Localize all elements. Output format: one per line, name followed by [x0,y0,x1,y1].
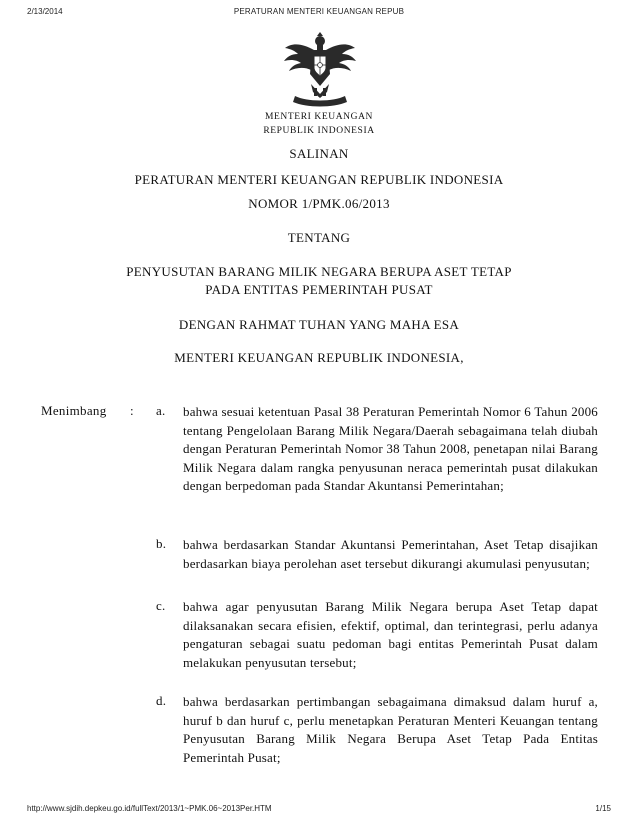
invocation: DENGAN RAHMAT TUHAN YANG MAHA ESA [178,317,460,332]
considering-label: Menimbang [41,403,107,418]
issuer: MENTERI KEUANGAN REPUBLIK INDONESIA, [174,350,464,365]
item-letter: a. [156,403,166,418]
item-letter: d. [156,693,167,708]
item-text: bahwa berdasarkan Standar Akuntansi Pemerintahan, Aset Tetap disajikan berdasarkan biaya perolehan aset tersebut dikurangi akumulasi penyusutan; [183,537,598,571]
considering-item-a [156,403,598,529]
regulation-number: NOMOR 1/PMK.06/2013 [248,196,390,211]
considering-item-d [156,693,598,787]
print-date: 2/13/2014 [27,7,63,16]
subject-line-2: PADA ENTITAS PEMERINTAH PUSAT [205,282,433,297]
about-label: TENTANG [287,230,351,245]
copy-label: SALINAN [289,146,349,161]
print-page-number: 1/15 [595,804,611,813]
item-letter: b. [156,536,167,551]
item-text: bahwa berdasarkan pertimbangan sebagaimana dimaksud dalam huruf a, huruf b dan huruf c, perlu menetapkan Peraturan Menteri Keuangan tentang Penyusutan Barang Milik Negara Berupa Aset Tetap Pada Entitas Pemerintah Pusat; [183,694,598,765]
considering-colon: : [130,403,134,418]
considering-item-c [156,598,598,692]
regulation-title: PERATURAN MENTERI KEUANGAN REPUBLIK INDONESIA [134,172,504,187]
item-letter: c. [156,598,166,613]
considering-item-b [156,536,598,592]
item-text: bahwa sesuai ketentuan Pasal 38 Peraturan Pemerintah Nomor 6 Tahun 2006 tentang Pengelolaan Barang Milik Negara/Daerah sebagaimana telah diubah dengan Peraturan Pemerintah Nomor 38 Tahun 2008, penetapan nilai Barang Milik Negara dalam rangka penyusunan neraca pemerintah pusat dilakukan dengan berpedoman pada Standar Akuntansi Pemerintahan; [183,404,598,494]
item-text: bahwa agar penyusutan Barang Milik Negara berupa Aset Tetap dapat dilaksanakan secara efisien, efektif, optimal, dan terintegrasi, perlu adanya pengaturan sebagai suatu pedoman bagi entitas Pemerintah Pusat dalam melakukan penyusutan tersebut; [183,599,598,670]
print-page-title: PERATURAN MENTERI KEUANGAN REPUB [233,7,405,16]
letterhead-line-2: REPUBLIK INDONESIA [263,126,375,136]
garuda-emblem-icon [281,32,359,108]
letterhead-line-1: MENTERI KEUANGAN [264,112,374,122]
print-source-url[interactable]: http://www.sjdih.depkeu.go.id/fullText/2013/1~PMK.06~2013Per.HTM [27,804,272,813]
subject-line-1: PENYUSUTAN BARANG MILIK NEGARA BERUPA ASET TETAP [126,264,512,279]
